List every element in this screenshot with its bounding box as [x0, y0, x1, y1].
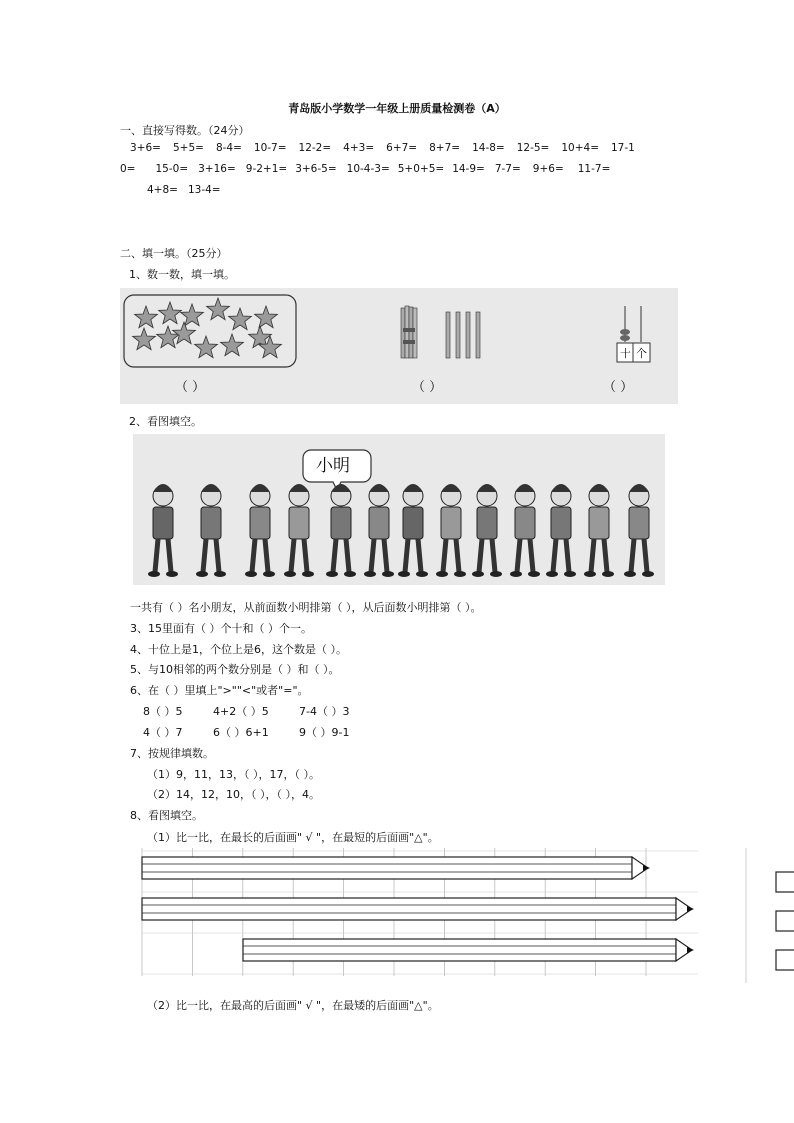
- question-4: 4、十位上是1，个位上是6，这个数是（ ）。: [130, 643, 347, 656]
- star-icon: [173, 322, 196, 344]
- arith-item: 3+6=: [130, 142, 161, 154]
- child-figure: [510, 484, 540, 577]
- star-icon: [255, 306, 278, 328]
- single-sticks-icon: [446, 312, 480, 358]
- question-2-text: 一共有（ ）名小朋友，从前面数小明排第（ ），从后面数小明排第（ ）。: [130, 601, 482, 614]
- compare-item: 4+2（ ）5: [213, 705, 269, 718]
- question-2: 2、看图填空。: [129, 415, 202, 428]
- arith-item: 9+6=: [532, 163, 564, 175]
- arith-line-1: [130, 142, 643, 154]
- pencils-illustration: [138, 848, 794, 983]
- child-figure: [436, 484, 466, 577]
- arith-item: 3+6-5=: [295, 163, 337, 175]
- star-icon: [135, 306, 158, 328]
- arith-item: 5+5=: [172, 142, 204, 154]
- question-5: 5、与10相邻的两个数分别是（ ）和（ ）。: [130, 663, 340, 676]
- arith-item: 5+0+5=: [397, 163, 445, 175]
- compare-item: 7-4（ ）3: [299, 705, 350, 718]
- star-icon: [229, 308, 252, 330]
- question-8-2: （2）比一比，在最高的后面画" √ "，在最矮的后面画"△"。: [147, 999, 439, 1012]
- compare-item: 9（ ）9-1: [299, 726, 350, 739]
- child-figure: [245, 484, 275, 577]
- children-illustration: [133, 434, 665, 585]
- arith-item: 17-1: [611, 142, 635, 154]
- xiaoming-label: 小明: [316, 456, 350, 476]
- arith-item: 11-7=: [577, 163, 611, 175]
- stick-bundle-icon: [401, 306, 417, 358]
- child-figure: [284, 484, 314, 577]
- star-icon: [195, 336, 218, 358]
- answer-box[interactable]: [776, 950, 794, 970]
- child-figure: [546, 484, 576, 577]
- compare-item: 8（ ）5: [143, 705, 183, 718]
- child-figure: [584, 484, 614, 577]
- arith-item: 8-4=: [215, 142, 242, 154]
- star-icon: [157, 326, 180, 348]
- question-1: 1、数一数，填一填。: [129, 268, 235, 281]
- pencil-1: [142, 857, 650, 879]
- child-figure: [196, 484, 226, 577]
- arith-item: 12-5=: [516, 142, 550, 154]
- child-figure: [364, 484, 394, 577]
- abacus-label-tens: 十: [620, 347, 631, 360]
- question-3: 3、15里面有（ ）个十和（ ）个一。: [130, 622, 312, 635]
- star-icon: [159, 302, 182, 324]
- arith-item: 15-0=: [155, 163, 189, 175]
- arith-item: 12-2=: [298, 142, 332, 154]
- section2-heading: 二、填一填。（25分）: [120, 247, 228, 260]
- answer-blank-stars[interactable]: （ ）: [175, 380, 206, 395]
- arith-item: 0=: [120, 163, 136, 175]
- pencil-2: [142, 898, 694, 920]
- arith-item: 10-7=: [253, 142, 287, 154]
- question-7: 7、按规律填数。: [130, 747, 214, 760]
- star-icon: [207, 298, 230, 320]
- answer-blank-abacus[interactable]: （ ）: [603, 380, 634, 395]
- arith-item: 13-4=: [187, 184, 221, 196]
- counting-panel: [120, 288, 678, 404]
- question-8-1: （1）比一比，在最长的后面画" √ "，在最短的后面画"△"。: [147, 831, 439, 844]
- arith-item: 4+3=: [343, 142, 375, 154]
- arith-item: 10+4=: [561, 142, 599, 154]
- arith-item: 7-7=: [494, 163, 521, 175]
- arith-line-2: [120, 163, 618, 175]
- arith-line-3: [147, 184, 229, 196]
- arith-item: 14-9=: [452, 163, 485, 175]
- page-title: 青岛版小学数学一年级上册质量检测卷（A）: [288, 102, 506, 115]
- stars-group: [133, 298, 282, 358]
- arith-item: 3+16=: [198, 163, 236, 175]
- section1-heading: 一、直接写得数。（24分）: [120, 124, 250, 137]
- abacus-label-ones: 个: [636, 347, 647, 360]
- arith-item: 14-8=: [472, 142, 505, 154]
- question-8: 8、看图填空。: [130, 809, 203, 822]
- question-7-2: （2）14，12，10，（ ），（ ），4。: [147, 788, 320, 801]
- answer-box[interactable]: [776, 911, 794, 931]
- compare-item: 6（ ）6+1: [213, 726, 269, 739]
- child-figure: [326, 484, 356, 577]
- arith-item: 10-4-3=: [346, 163, 390, 175]
- arith-item: 8+7=: [429, 142, 461, 154]
- answer-boxes[interactable]: [746, 848, 794, 983]
- children-panel: [133, 434, 665, 585]
- arith-item: 4+8=: [147, 184, 178, 196]
- arith-item: 9-2+1=: [245, 163, 288, 175]
- child-figure: [148, 484, 178, 577]
- arith-item: 6+7=: [386, 142, 418, 154]
- question-7-1: （1）9，11，13，（ ），17，（ ）。: [147, 768, 320, 781]
- pencil-3: [243, 939, 694, 961]
- child-figure: [398, 484, 428, 577]
- child-figure: [472, 484, 502, 577]
- child-figure: [624, 484, 654, 577]
- answer-blank-sticks[interactable]: （ ）: [412, 380, 443, 395]
- answer-box[interactable]: [776, 872, 794, 892]
- star-icon: [133, 328, 156, 350]
- star-icon: [221, 334, 244, 356]
- compare-item: 4（ ）7: [143, 726, 183, 739]
- question-6: 6、在（ ）里填上">""<"或者"="。: [130, 684, 309, 697]
